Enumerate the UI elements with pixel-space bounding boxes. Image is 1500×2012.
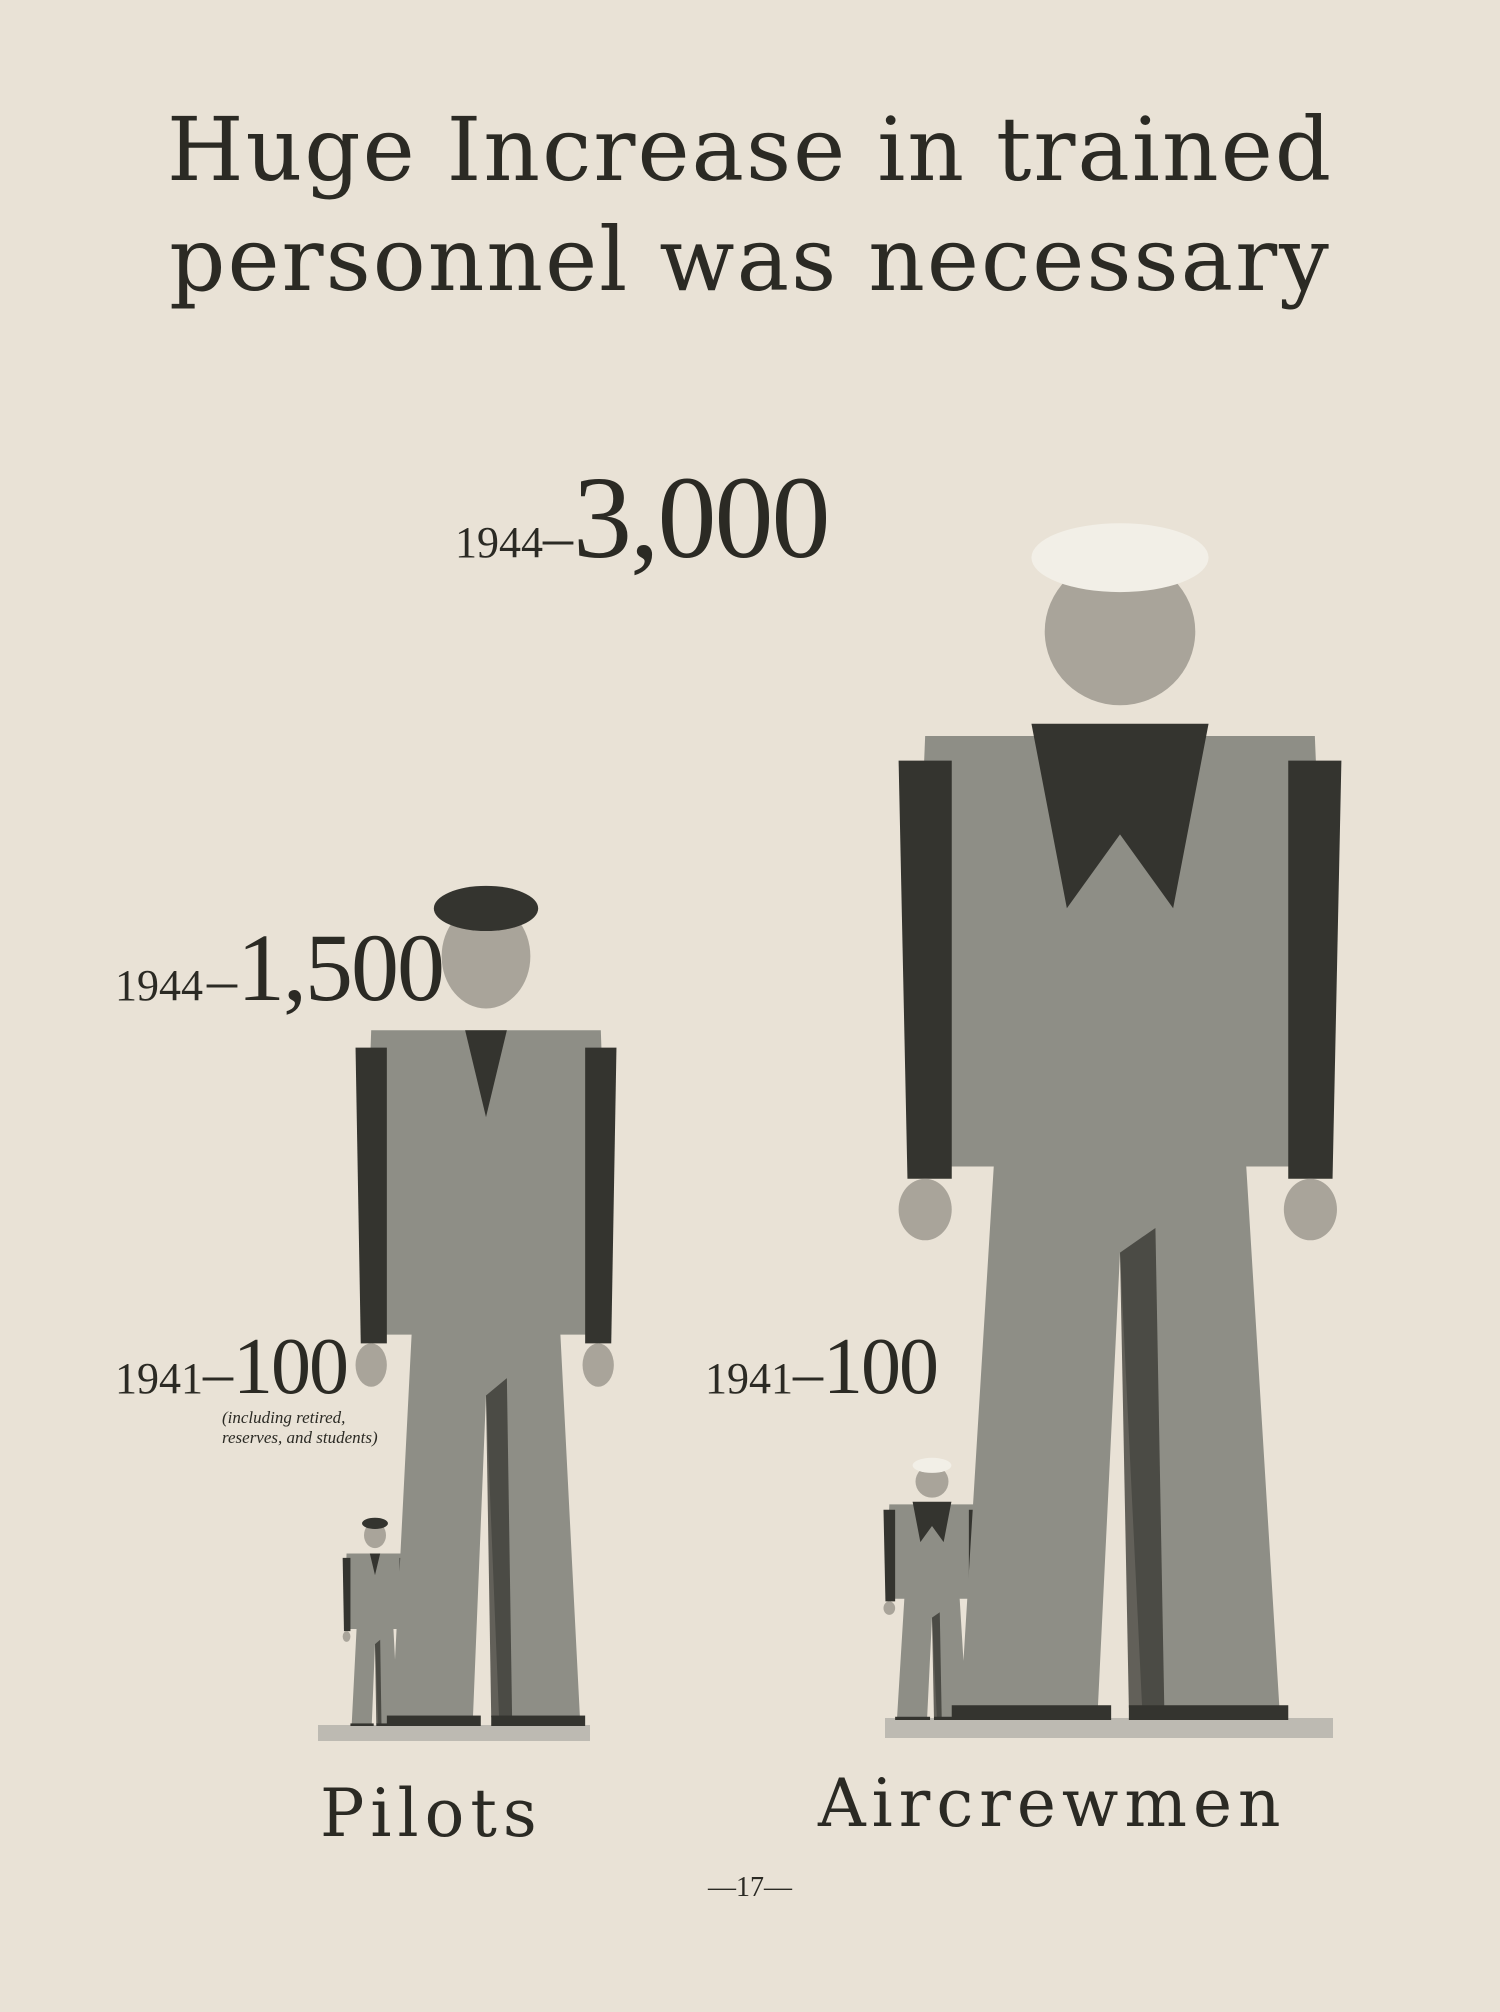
figure-pilots-1944-hand-right [583, 1343, 614, 1386]
pilots-1944-value: 1,500 [237, 914, 443, 1021]
title-line-1: Huge Increase in trained [166, 98, 1334, 201]
figure-pilots-1941-legs [352, 1623, 399, 1724]
aircrew-1941-year: 1941 [705, 1354, 793, 1403]
figure-aircrew-1941-hand-left [883, 1601, 895, 1614]
figure-aircrew-1944-shoe-right [1129, 1705, 1288, 1720]
pilots-1944-year: 1944 [115, 961, 203, 1010]
aircrew-1941-label [705, 1322, 937, 1413]
aircrew-base [885, 1718, 1333, 1738]
figure-pilots-1944-arm-right [585, 1048, 616, 1344]
figure-aircrew-1944-legs [961, 1130, 1280, 1708]
figure-aircrew-1944-hand-right [1284, 1179, 1337, 1241]
pilots-1944-label [115, 912, 443, 1023]
figure-aircrew-1944-arm-right [1288, 761, 1341, 1179]
aircrew-1941-value: 100 [823, 1323, 937, 1411]
page-number: —17— [708, 1872, 792, 1903]
figure-pilots-1944-legs [392, 1309, 580, 1718]
pilots-1941-year: 1941 [115, 1354, 203, 1403]
figure-aircrew-1944-hand-left [899, 1179, 952, 1241]
figure-pilots-1941-cap [362, 1518, 388, 1529]
pilots-note: (including retired, reserves, and students) [222, 1408, 378, 1447]
pilots-1944-dash: – [207, 947, 237, 1013]
figure-aircrew-1941-legs [897, 1591, 967, 1718]
figure-pilots-1944-cap [434, 886, 538, 931]
aircrew-1944-value: 3,000 [573, 452, 829, 583]
category-label-aircrewmen: Aircrewmen [818, 1765, 1287, 1842]
figure-aircrew-1944-arm-left [899, 761, 952, 1179]
figure-pilots-1944-shoe-left [387, 1716, 481, 1726]
aircrew-1941-dash: – [793, 1340, 823, 1406]
figure-aircrew-1941-shoe-left [895, 1717, 930, 1720]
pilots-base [318, 1725, 590, 1741]
pilots-1941-label [115, 1322, 347, 1413]
category-label-pilots: Pilots [320, 1775, 543, 1852]
aircrew-1944-year: 1944 [455, 518, 543, 567]
aircrew-1944-dash: – [543, 504, 573, 570]
figure-aircrew-1944-shoe-left [952, 1705, 1111, 1720]
aircrew-1944-label [455, 450, 829, 586]
figure-pilots-1941-hand-left [343, 1631, 351, 1642]
figure-pilots-1941-shoe-left [350, 1723, 373, 1726]
title-line-2: personnel was necessary [169, 208, 1331, 311]
pilots-1941-dash: – [203, 1340, 233, 1406]
figure-pilots-1944-hand-left [356, 1343, 387, 1386]
figure-aircrew-1941-arm-left [883, 1510, 895, 1602]
figure-pilots-1944-arm-left [356, 1048, 387, 1344]
figure-pilots-1944-shoe-right [491, 1716, 585, 1726]
figure-pilots-1941-arm-left [343, 1558, 351, 1631]
pilots-1941-value: 100 [233, 1323, 347, 1411]
figure-aircrew-1944-cap [1031, 523, 1208, 592]
figure-aircrew-1941-cap [913, 1458, 952, 1473]
